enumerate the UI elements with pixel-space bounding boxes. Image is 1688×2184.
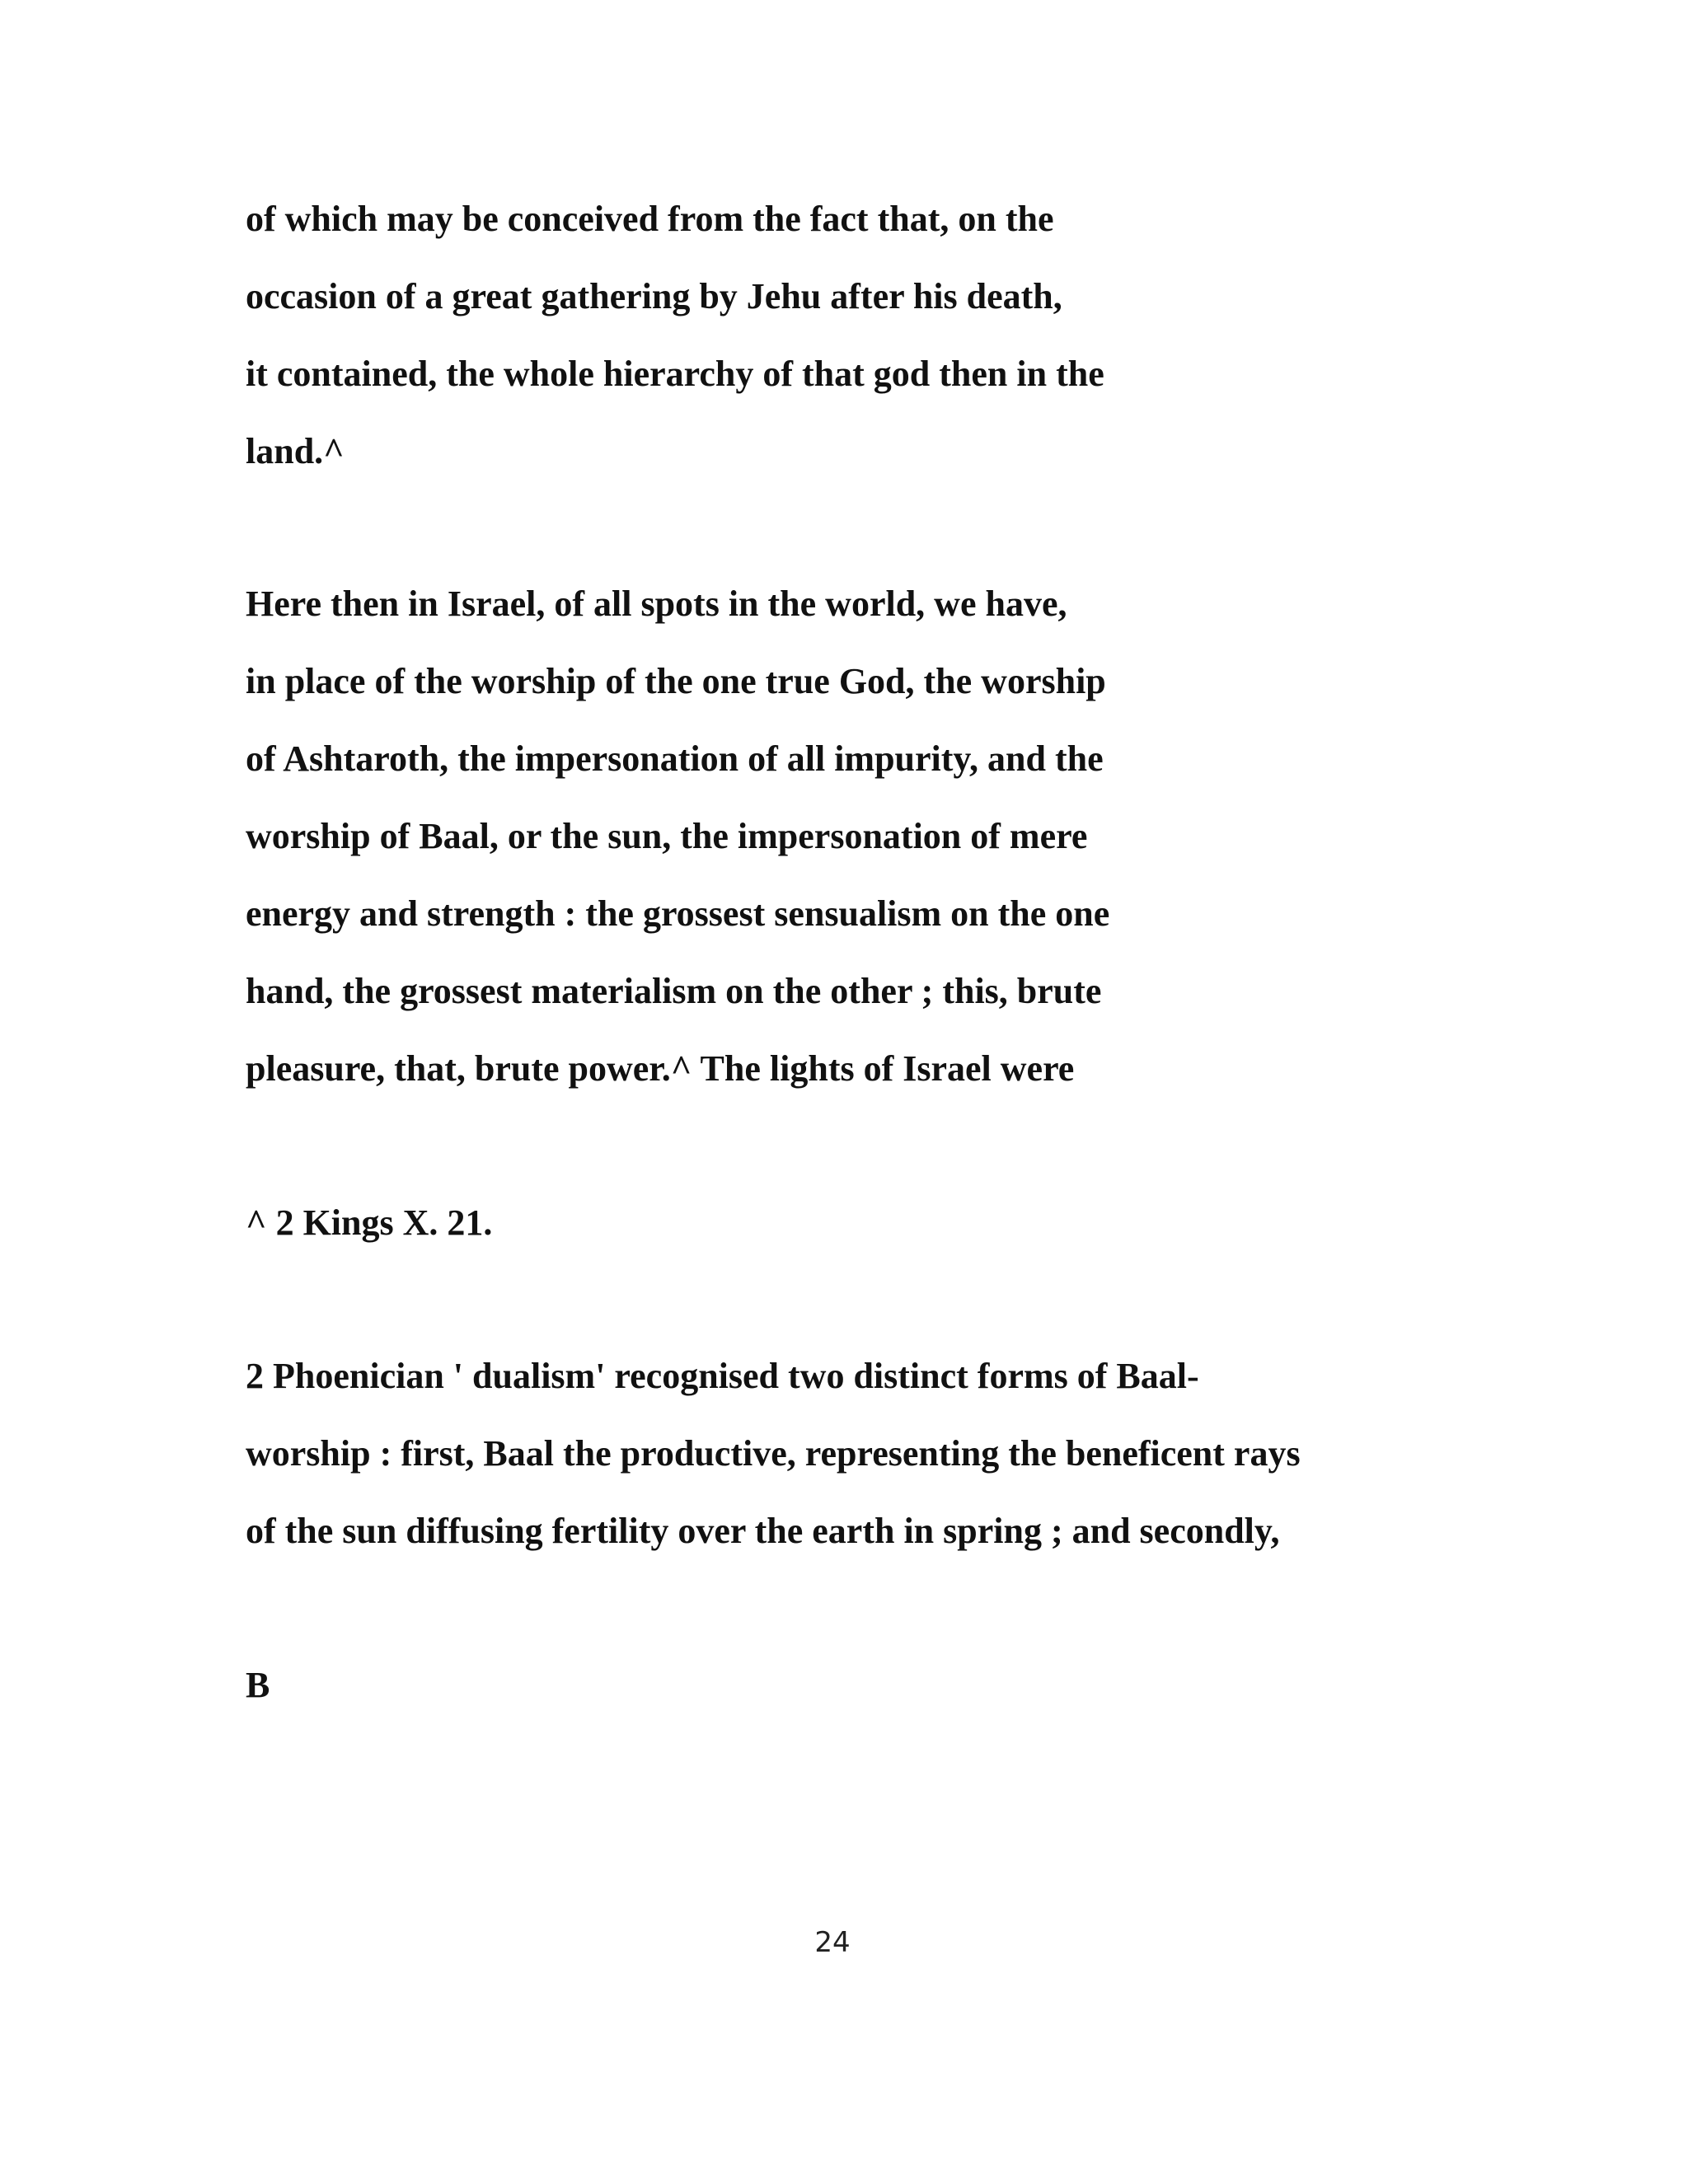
- paragraph-2-line-6: hand, the grossest materialism on the other ; this, brute: [246, 971, 1102, 1011]
- signature-mark: B: [246, 1665, 270, 1705]
- footnote-2-line-3: of the sun diffusing fertility over the earth in spring ; and secondly,: [246, 1511, 1280, 1551]
- paragraph-2-line-2: in place of the worship of the one true God, the worship: [246, 661, 1106, 701]
- paragraph-1-line-3: it contained, the whole hierarchy of that god then in the: [246, 354, 1104, 394]
- paragraph-2-line-5: energy and strength : the grossest sensualism on the one: [246, 893, 1110, 934]
- paragraph-2-line-4: worship of Baal, or the sun, the impersonation of mere: [246, 816, 1088, 856]
- paragraph-1-line-4: land.^: [246, 431, 345, 471]
- footnote-1: ^ 2 Kings X. 21.: [246, 1202, 493, 1243]
- paragraph-2-line-3: of Ashtaroth, the impersonation of all impurity, and the: [246, 738, 1104, 779]
- page-number: 24: [814, 1926, 851, 1959]
- paragraph-1-line-2: occasion of a great gathering by Jehu after his death,: [246, 276, 1062, 316]
- paragraph-2-line-1: Here then in Israel, of all spots in the world, we have,: [246, 583, 1067, 624]
- paragraph-1-line-1: of which may be conceived from the fact that, on the: [246, 199, 1054, 239]
- footnote-2-line-1: 2 Phoenician ' dualism' recognised two distinct forms of Baal-: [246, 1356, 1199, 1396]
- paragraph-2-line-7: pleasure, that, brute power.^ The lights of Israel were: [246, 1048, 1075, 1089]
- footnote-2-line-2: worship : first, Baal the productive, representing the beneficent rays: [246, 1433, 1301, 1474]
